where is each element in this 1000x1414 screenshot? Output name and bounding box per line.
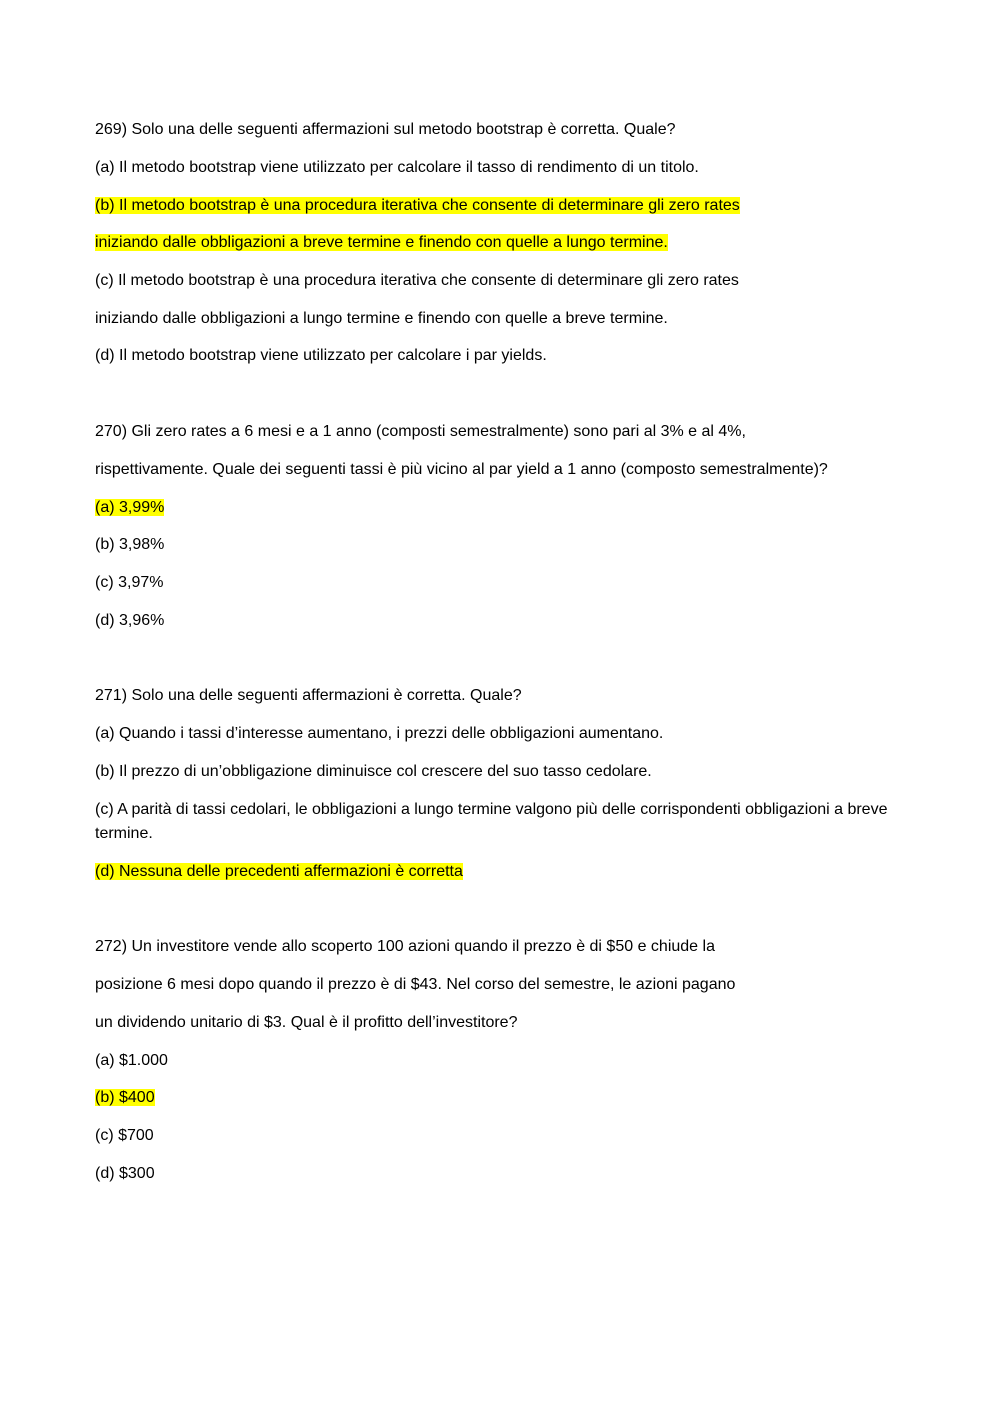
question-271-option-c: (c) A parità di tassi cedolari, le obbligazioni a lungo termine valgono più delle corrispondenti obbligazioni a breve termine.	[95, 801, 888, 842]
highlight: (b) Il metodo bootstrap è una procedura iterativa che consente di determinare gli zero rates	[95, 197, 740, 214]
question-270-option-c: (c) 3,97%	[95, 574, 164, 591]
question-272-stem-line2: posizione 6 mesi dopo quando il prezzo è di $43. Nel corso del semestre, le azioni pagano	[95, 976, 736, 993]
question-272-option-a: (a) $1.000	[95, 1052, 168, 1069]
question-270-option-b: (b) 3,98%	[95, 536, 165, 553]
question-269-stem: 269) Solo una delle seguenti affermazioni sul metodo bootstrap è corretta. Quale?	[95, 121, 676, 138]
question-269-option-b-line2	[95, 232, 668, 254]
question-271-stem: 271) Solo una delle seguenti affermazioni è corretta. Quale?	[95, 687, 522, 704]
highlight: iniziando dalle obbligazioni a breve termine e finendo con quelle a lungo termine.	[95, 234, 668, 251]
question-272-stem-line3: un dividendo unitario di $3. Qual è il profitto dell’investitore?	[95, 1014, 518, 1031]
question-270-option-d: (d) 3,96%	[95, 612, 165, 629]
question-269-option-a: (a) Il metodo bootstrap viene utilizzato per calcolare il tasso di rendimento di un titolo.	[95, 159, 699, 176]
question-272-option-c: (c) $700	[95, 1127, 154, 1144]
question-270-option-a	[95, 497, 164, 519]
question-270-stem-line2: rispettivamente. Quale dei seguenti tassi è più vicino al par yield a 1 anno (composto semestralmente)?	[95, 461, 828, 478]
question-272-option-d: (d) $300	[95, 1165, 155, 1182]
question-270-stem-line1: 270) Gli zero rates a 6 mesi e a 1 anno (composti semestralmente) sono pari al 3% e al 4%,	[95, 423, 746, 440]
question-272-stem-line1: 272) Un investitore vende allo scoperto 100 azioni quando il prezzo è di $50 e chiude la	[95, 938, 715, 955]
highlight: (b) $400	[95, 1089, 155, 1106]
question-269-option-c-line2: iniziando dalle obbligazioni a lungo termine e finendo con quelle a breve termine.	[95, 310, 668, 327]
highlight: (a) 3,99%	[95, 499, 165, 516]
question-271-option-b: (b) Il prezzo di un’obbligazione diminuisce col crescere del suo tasso cedolare.	[95, 763, 652, 780]
highlight: (d) Nessuna delle precedenti affermazioni è corretta	[95, 863, 463, 880]
question-272-option-b	[95, 1087, 155, 1109]
question-269-option-c-line1: (c) Il metodo bootstrap è una procedura iterativa che consente di determinare gli zero rates	[95, 272, 739, 289]
question-271-option-d	[95, 861, 463, 883]
question-269-option-d: (d) Il metodo bootstrap viene utilizzato per calcolare i par yields.	[95, 347, 547, 364]
question-271-option-a: (a) Quando i tassi d’interesse aumentano, i prezzi delle obbligazioni aumentano.	[95, 725, 664, 742]
question-269-option-b-line1	[95, 195, 740, 217]
